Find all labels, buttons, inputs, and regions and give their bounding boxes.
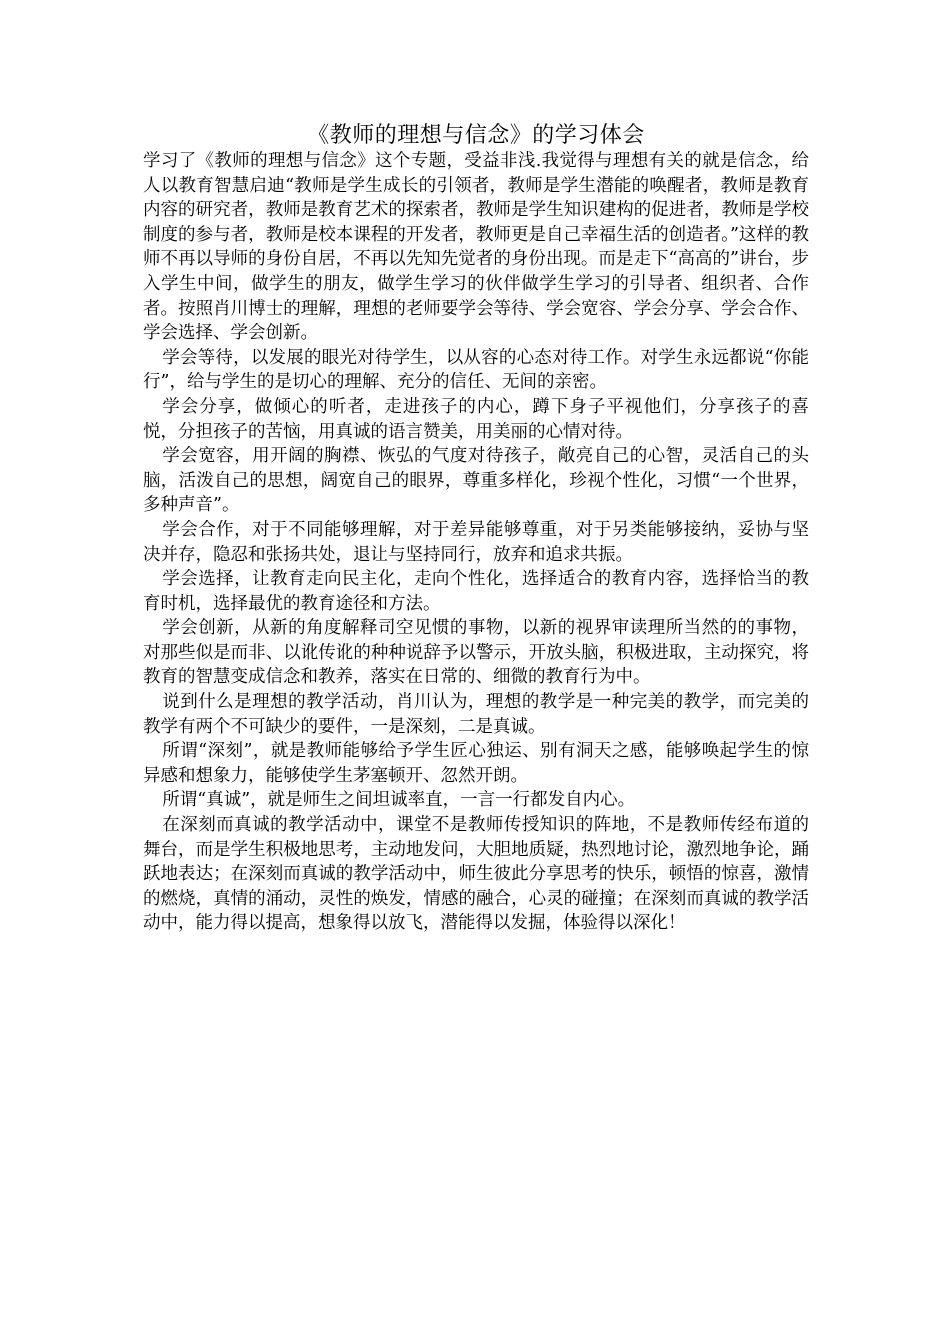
paragraph-ideal-teaching: 说到什么是理想的教学活动，肖川认为，理想的教学是一种完美的教学，而完美的教学有两个不可缺少的要件，一是深刻，二是真诚。 <box>143 692 809 737</box>
paragraph-waiting: 学会等待，以发展的眼光对待学生，以从容的心态对待工作。对学生永远都说“你能行”，给与学生的是切心的理解、充分的信任、无间的亲密。 <box>143 347 809 393</box>
document-title: 《教师的理想与信念》的学习体会 <box>307 123 645 148</box>
paragraph-depth: 所谓“深刻”，就是教师能够给予学生匠心独运、别有洞天之感，能够唤起学生的惊异感和想象力，能够使学生茅塞顿开、忽然开朗。 <box>143 741 809 786</box>
document-page <box>143 123 809 936</box>
paragraph-innovation: 学会创新，从新的角度解释司空见惯的事物，以新的视界审读理所当然的的事物，对那些似是而非、以讹传讹的种种说辞予以警示，开放头脑，积极进取，主动探究，将教育的智慧变成信念和教养，落实在日常的、细微的教育行为中。 <box>143 618 809 688</box>
paragraph-cooperation: 学会合作，对于不同能够理解，对于差异能够尊重，对于另类能够接纳，妥协与坚决并存，隐忍和张扬共处，退让与坚持同行，放弃和追求共振。 <box>143 519 809 565</box>
paragraph-choice: 学会选择，让教育走向民主化，走向个性化，选择适合的教育内容，选择恰当的教育时机，选择最优的教育途径和方法。 <box>143 569 809 614</box>
paragraph-sharing: 学会分享，做倾心的听者，走进孩子的内心，蹲下身子平视他们，分享孩子的喜悦，分担孩子的苦恼，用真诚的语言赞美，用美丽的心情对待。 <box>143 396 809 442</box>
paragraph-sincerity: 所谓“真诚”，就是师生之间坦诚率直，一言一行都发自内心。 <box>162 790 636 811</box>
paragraph-intro: 学习了《教师的理想与信念》这个专题，受益非浅.我觉得与理想有关的就是信念，给人以教育智慧启迪“教师是学生成长的引领者，教师是学生潜能的唤醒者，教师是教育内容的研究者，教师是教育艺术的探索者，教师是学生知识建构的促进者，教师是学校制度的参与者，教师是校本课程的开发者，教师更是自己幸福生活的创造者。”这样的教师不再以导师的身份自居，不再以先知先觉者的身份出现。而是走下“高高的”讲台，步入学生中间，做学生的朋友，做学生学习的伙伴做学生学习的引导者、组织者、合作者。按照肖川博士的理解，理想的老师要学会等待、学会宽容、学会分享、学会合作、学会选择、学会创新。 <box>143 151 809 344</box>
paragraph-conclusion: 在深刻而真诚的教学活动中，课堂不是教师传授知识的阵地，不是教师传经布道的舞台，而是学生积极地思考，主动地发问，大胆地质疑，热烈地讨论，激烈地争论，踊跃地表达；在深刻而真诚的教学活动中，师生彼此分享思考的快乐，顿悟的惊喜，激情的燃烧，真情的涌动，灵性的焕发，情感的融合，心灵的碰撞；在深刻而真诚的教学活动中，能力得以提高，想象得以放飞，潜能得以发掘，体验得以深化！ <box>143 815 809 934</box>
paragraph-tolerance: 学会宽容，用开阔的胸襟、恢弘的气度对待孩子，敞亮自己的心智，灵活自己的头脑，活泼自己的思想，阔宽自己的眼界，尊重多样化，珍视个性化，习惯“一个世界，多种声音”。 <box>143 446 809 516</box>
